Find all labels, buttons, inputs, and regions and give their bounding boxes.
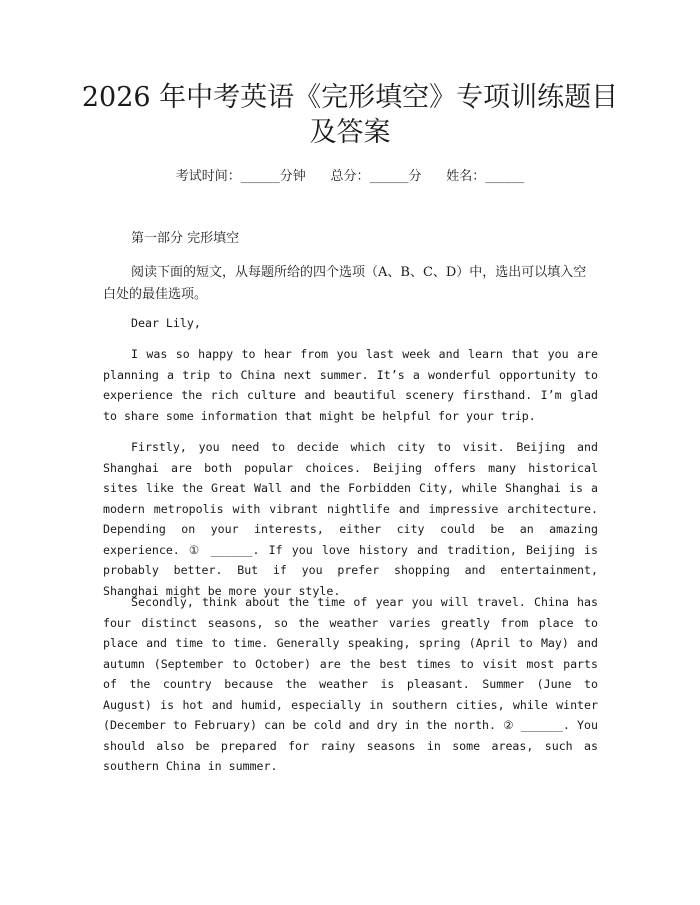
letter-paragraph-1: I was so happy to hear from you last week and learn that you are planning a trip to China next summer. It’s a wonderful opportunity to experience the rich culture and beautiful scenery firsthand. I’m glad to share some information that might be helpful for your trip. bbox=[103, 347, 598, 423]
instructions-paragraph: 阅读下面的短文，从每题所给的四个选项（A、B、C、D）中，选出可以填入空白处的最佳选项。 bbox=[103, 265, 587, 302]
letter-greeting: Dear Lily, bbox=[131, 316, 201, 330]
section-heading: 第一部分 完形填空 bbox=[131, 231, 240, 246]
exam-info-line: 考试时间：______分钟 总分：______分 姓名：______ bbox=[175, 169, 525, 184]
title-line-1: 2026 年中考英语《完形填空》专项训练题目 bbox=[81, 82, 619, 113]
letter-paragraph-3: Secondly, think about the time of year you will travel. China has four distinct seasons, so the weather varies greatly from place to place and time to time. Generally speaking, spring (April to May) and autumn (September to October) are the best times to visit most parts of the country because the weather is pleasant. Summer (June to August) is hot and humid, especially in southern cities, while winter (December to February) can be cold and dry in the north. ② ______. You should also be prepared for rainy seasons in some areas, such as southern China in summer. bbox=[103, 595, 598, 773]
page-title bbox=[60, 80, 640, 150]
letter-paragraph-2: Firstly, you need to decide which city to visit. Beijing and Shanghai are both popular choices. Beijing offers many historical sites like the Great Wall and the Forbidden City, while Shanghai is a modern metropolis with vibrant nightlife and impressive architecture. Depending on your interests, either city could be an amazing experience. ① ______. If you love history and tradition, Beijing is probably better. But if you prefer shopping and entertainment, Shanghai might be more your style. bbox=[103, 440, 598, 598]
title-line-2: 及答案 bbox=[309, 117, 391, 148]
